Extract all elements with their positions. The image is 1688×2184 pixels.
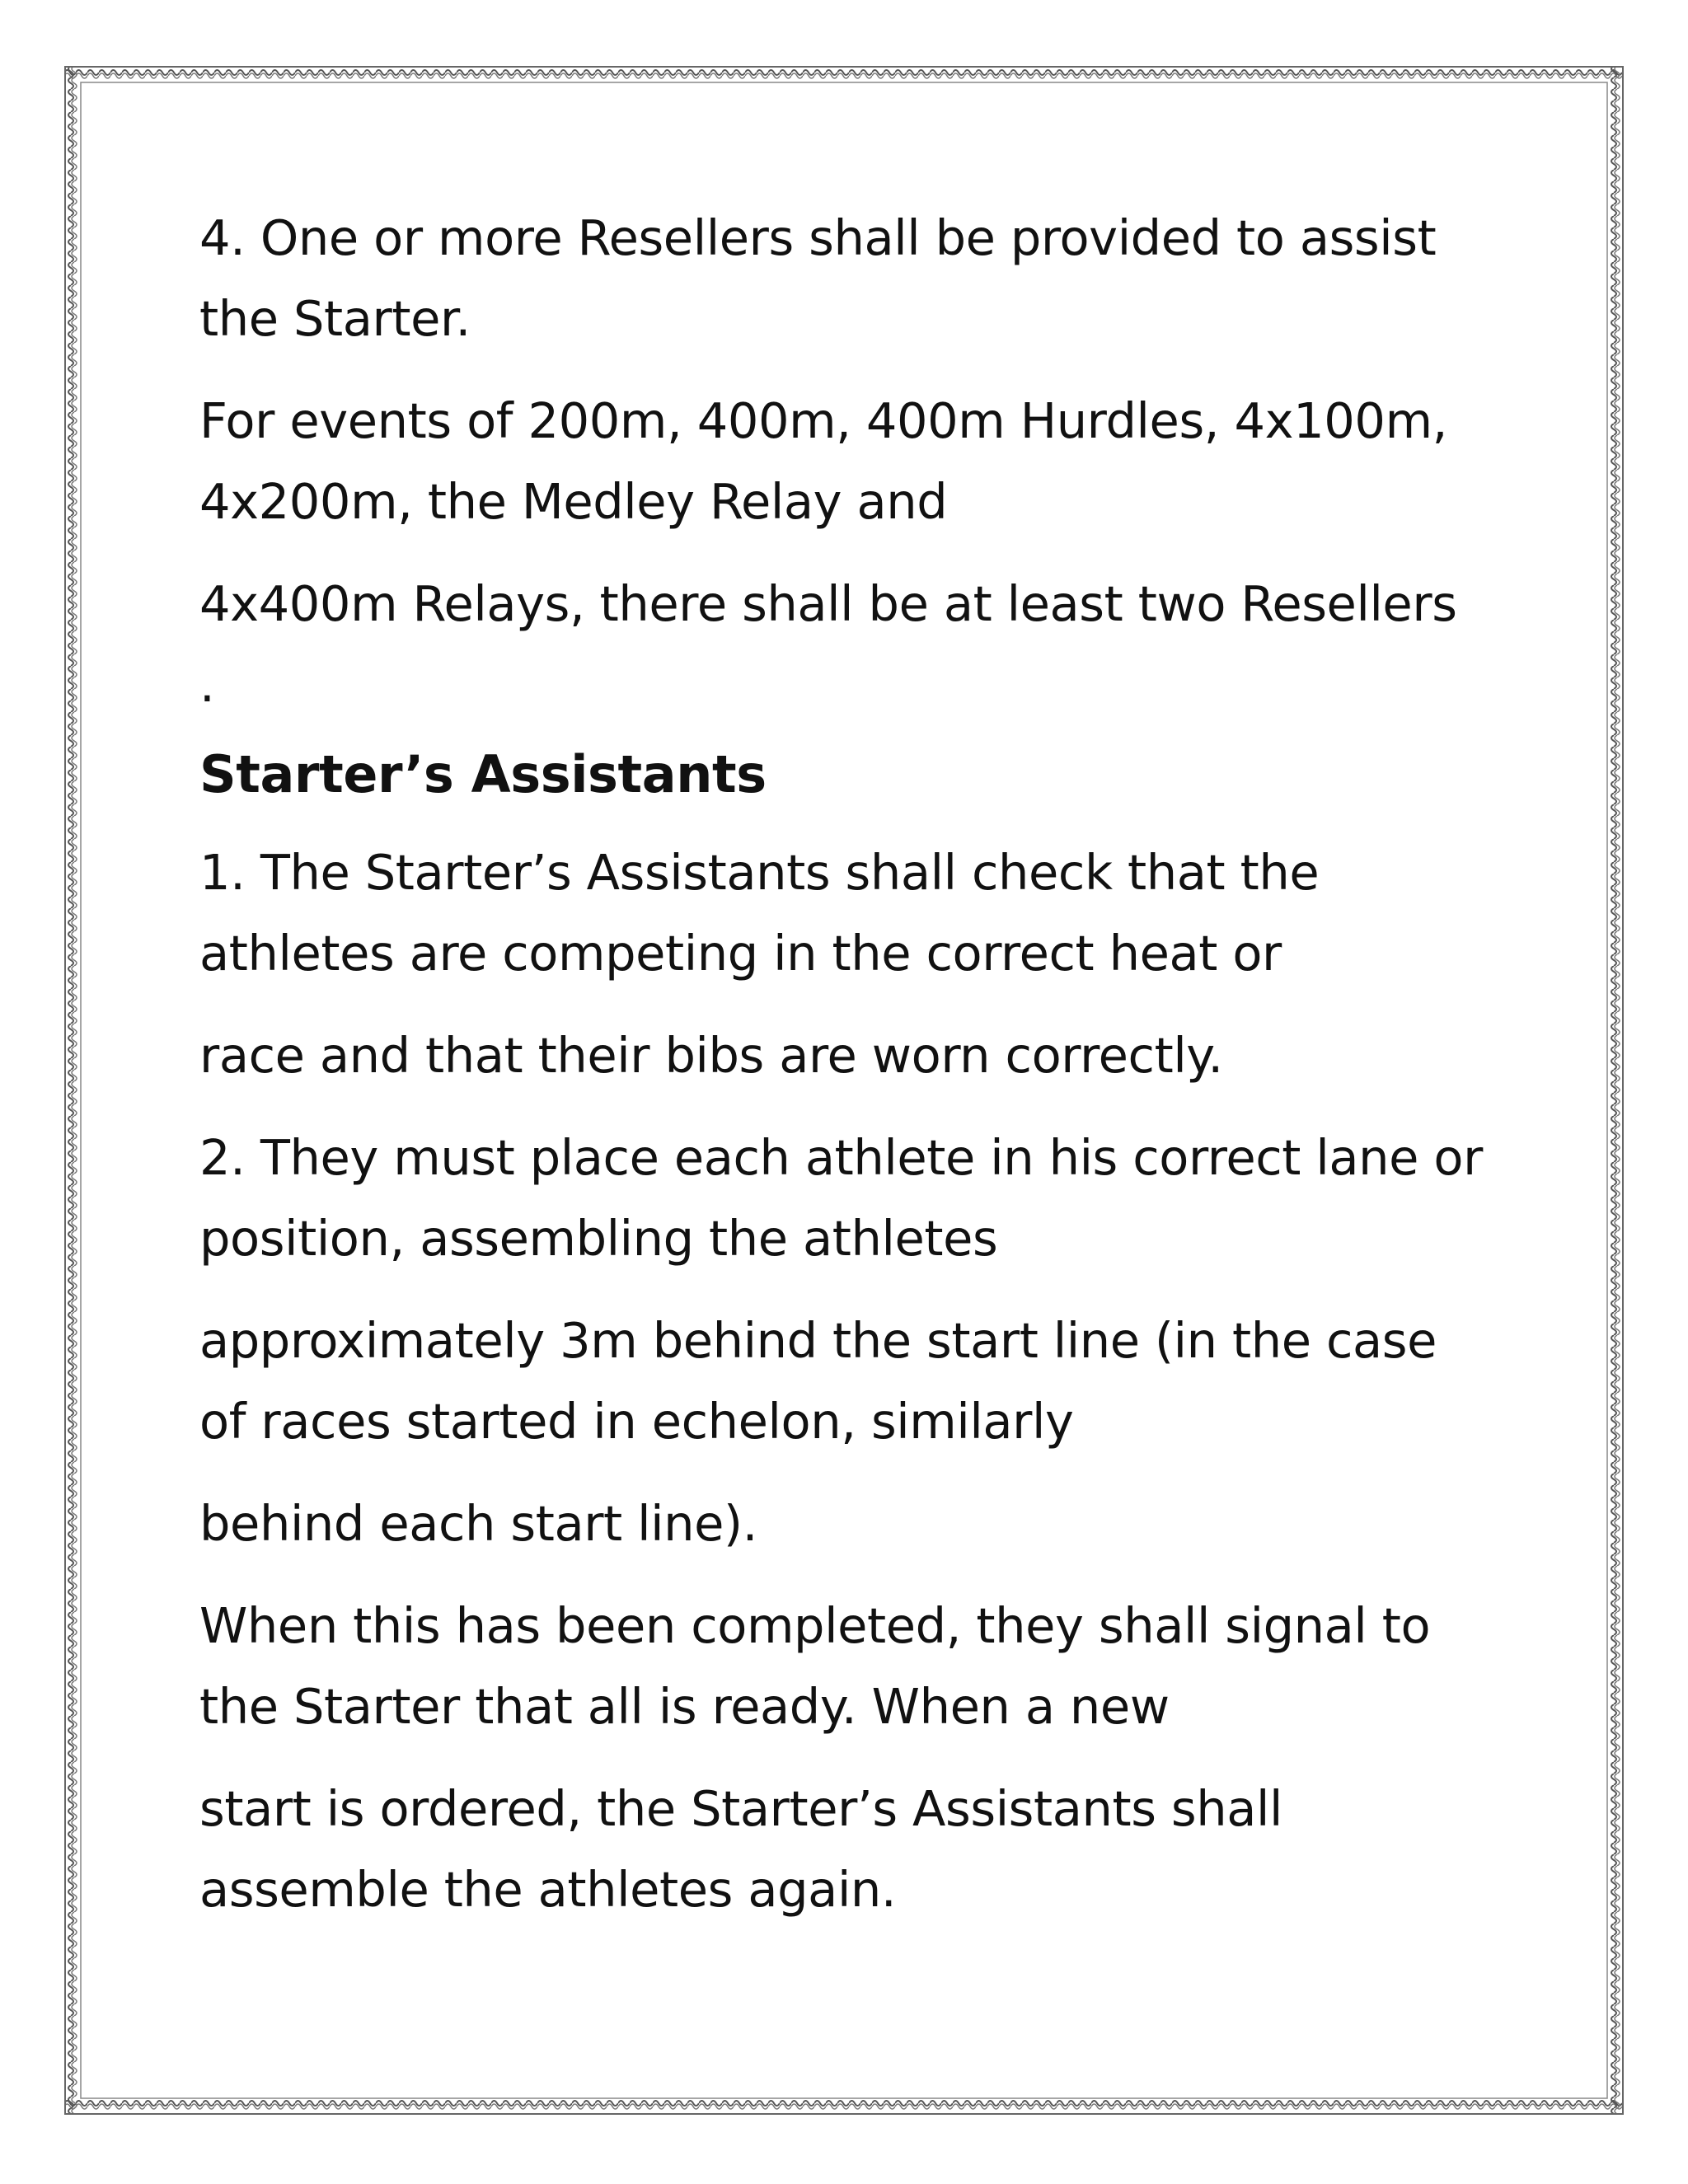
paragraph-start-line: approximately 3m behind the start line (in the case of races started in echelon, similarly [199,1312,1437,1450]
paragraph-place-athletes: 2. They must place each athlete in his correct lane or position, assembling the athletes [199,1129,1483,1267]
paragraph-check-athletes: 1. The Starter’s Assistants shall check that the athletes are competing in the correct heat or [199,844,1320,982]
paragraph-bibs: race and that their bibs are worn correctly. [199,1027,1223,1084]
paragraph-echelon: behind each start line). [199,1495,757,1552]
paragraph-signal: When this has been completed, they shall signal to the Starter that all is ready. When a new [199,1597,1431,1735]
paragraph-new-start: start is ordered, the Starter’s Assistants shall assemble the athletes again. [199,1780,1283,1918]
paragraph-relays: 4x400m Relays, there shall be at least two Resellers [199,575,1457,632]
paragraph-resellers: 4. One or more Resellers shall be provided to assist the Starter. [199,209,1437,347]
section-heading: Starter’s Assistants [199,744,767,804]
paragraph-period: . [199,656,215,713]
paragraph-events: For events of 200m, 400m, 400m Hurdles, 4x100m, 4x200m, the Medley Relay and [199,392,1447,530]
document-body [199,198,1485,1930]
